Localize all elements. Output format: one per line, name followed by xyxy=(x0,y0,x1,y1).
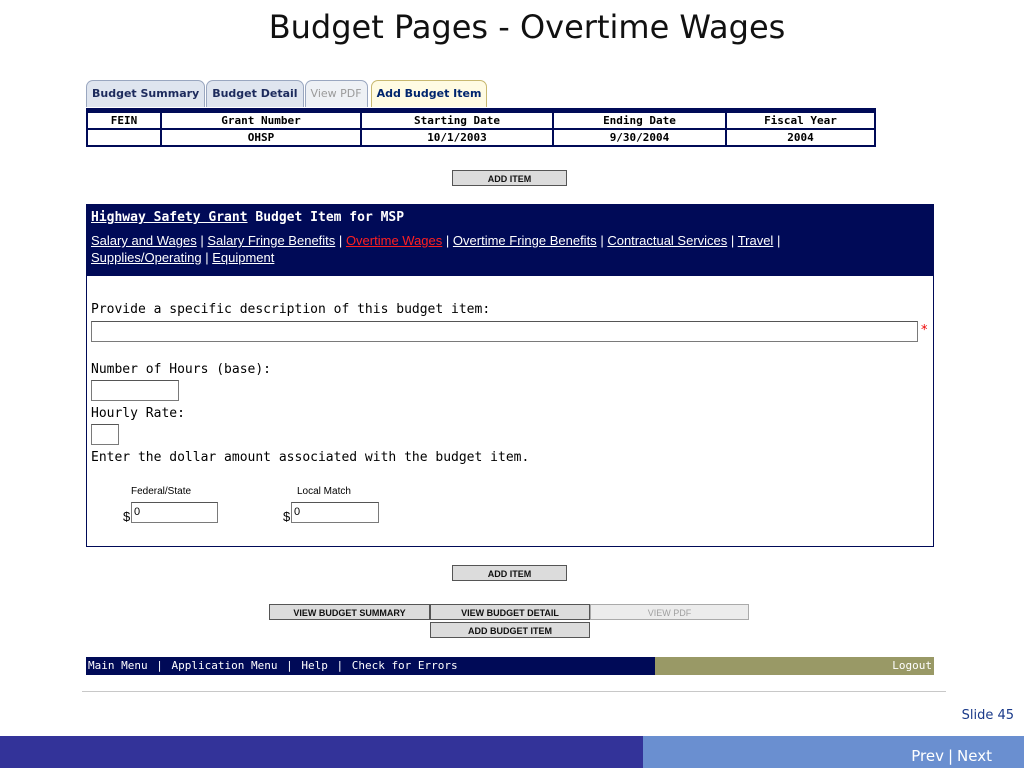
link-separator: | xyxy=(445,233,450,248)
header-fein: FEIN xyxy=(87,112,161,129)
view-budget-summary-button[interactable]: VIEW BUDGET SUMMARY xyxy=(269,604,430,620)
footer-separator: | xyxy=(336,659,344,672)
link-separator: | xyxy=(338,233,343,248)
cell-starting-date: 10/1/2003 xyxy=(361,129,553,146)
link-travel[interactable]: Travel xyxy=(737,233,774,248)
panel-title-text: Budget Item for MSP xyxy=(247,210,405,225)
hourly-rate-input[interactable] xyxy=(91,424,119,445)
footer-navigation-bar xyxy=(86,657,934,675)
local-currency-symbol: $ xyxy=(283,509,291,524)
view-pdf-button[interactable]: VIEW PDF xyxy=(590,604,749,620)
hours-input[interactable] xyxy=(91,380,179,401)
tab-bar xyxy=(86,80,488,108)
description-label: Provide a specific description of this budget item: xyxy=(91,302,491,317)
local-match-input[interactable]: 0 xyxy=(291,502,379,523)
highway-safety-grant-link[interactable]: Highway Safety Grant xyxy=(91,210,248,225)
next-link[interactable]: Next xyxy=(957,747,992,765)
cell-grant-number: OHSP xyxy=(161,129,361,146)
federal-currency-symbol: $ xyxy=(123,509,131,524)
required-mark: * xyxy=(921,323,928,338)
tab-view-pdf[interactable]: View PDF xyxy=(305,80,368,107)
tab-add-budget-item[interactable]: Add Budget Item xyxy=(371,80,488,107)
link-separator: | xyxy=(600,233,604,248)
grant-info-table xyxy=(86,111,876,147)
header-ending-date: Ending Date xyxy=(553,112,726,129)
panel-title xyxy=(91,210,929,225)
table-row xyxy=(87,129,875,146)
link-salary-and-wages[interactable]: Salary and Wages xyxy=(91,233,197,248)
panel-header xyxy=(87,205,933,276)
slide-navigation xyxy=(911,747,992,765)
cell-ending-date: 9/30/2004 xyxy=(553,129,726,146)
amount-label: Enter the dollar amount associated with the budget item. xyxy=(91,450,530,465)
nav-separator: | xyxy=(947,747,954,765)
header-grant-number: Grant Number xyxy=(161,112,361,129)
divider xyxy=(82,691,946,692)
view-budget-detail-button[interactable]: VIEW BUDGET DETAIL xyxy=(430,604,590,620)
footer-link-application-menu[interactable]: Application Menu xyxy=(171,659,278,672)
link-separator: | xyxy=(205,250,209,265)
slide-number: Slide 45 xyxy=(961,708,1014,723)
logout-link[interactable]: Logout xyxy=(892,659,932,672)
link-separator: | xyxy=(730,233,735,248)
link-salary-fringe-benefits[interactable]: Salary Fringe Benefits xyxy=(207,233,336,248)
budget-item-panel xyxy=(86,204,934,547)
footer-link-main-menu[interactable]: Main Menu xyxy=(88,659,148,672)
local-match-label: Local Match xyxy=(297,486,351,497)
hourly-rate-label: Hourly Rate: xyxy=(91,406,185,421)
table-header-row xyxy=(87,112,875,129)
federal-state-input[interactable]: 0 xyxy=(131,502,218,523)
link-separator: | xyxy=(776,233,781,248)
footer-link-check-for-errors[interactable]: Check for Errors xyxy=(351,659,458,672)
slide-title: Budget Pages - Overtime Wages xyxy=(268,8,786,46)
budget-category-links xyxy=(91,232,929,266)
cell-fein xyxy=(87,129,161,146)
link-overtime-fringe-benefits[interactable]: Overtime Fringe Benefits xyxy=(452,233,597,248)
footer-link-help[interactable]: Help xyxy=(301,659,328,672)
federal-state-label: Federal/State xyxy=(131,486,192,497)
link-overtime-wages[interactable]: Overtime Wages xyxy=(345,233,443,248)
footer-separator: | xyxy=(286,659,293,672)
add-item-button-top[interactable]: ADD ITEM xyxy=(452,170,567,186)
header-starting-date: Starting Date xyxy=(361,112,553,129)
prev-link[interactable]: Prev xyxy=(911,747,944,765)
link-supplies-operating[interactable]: Supplies/Operating xyxy=(91,250,202,265)
link-equipment[interactable]: Equipment xyxy=(212,250,275,265)
footer-links xyxy=(88,659,458,672)
link-contractual-services[interactable]: Contractual Services xyxy=(607,233,728,248)
footer-separator: | xyxy=(156,659,163,672)
tab-budget-detail[interactable]: Budget Detail xyxy=(206,80,303,107)
header-fiscal-year: Fiscal Year xyxy=(726,112,875,129)
hours-label: Number of Hours (base): xyxy=(91,362,272,377)
tab-budget-summary[interactable]: Budget Summary xyxy=(86,80,205,107)
add-budget-item-button[interactable]: ADD BUDGET ITEM xyxy=(430,622,590,638)
slide-bottom-bar xyxy=(0,736,1024,768)
add-item-button-bottom[interactable]: ADD ITEM xyxy=(452,565,567,581)
cell-fiscal-year: 2004 xyxy=(726,129,875,146)
link-separator: | xyxy=(200,233,204,248)
description-input[interactable] xyxy=(91,321,918,342)
